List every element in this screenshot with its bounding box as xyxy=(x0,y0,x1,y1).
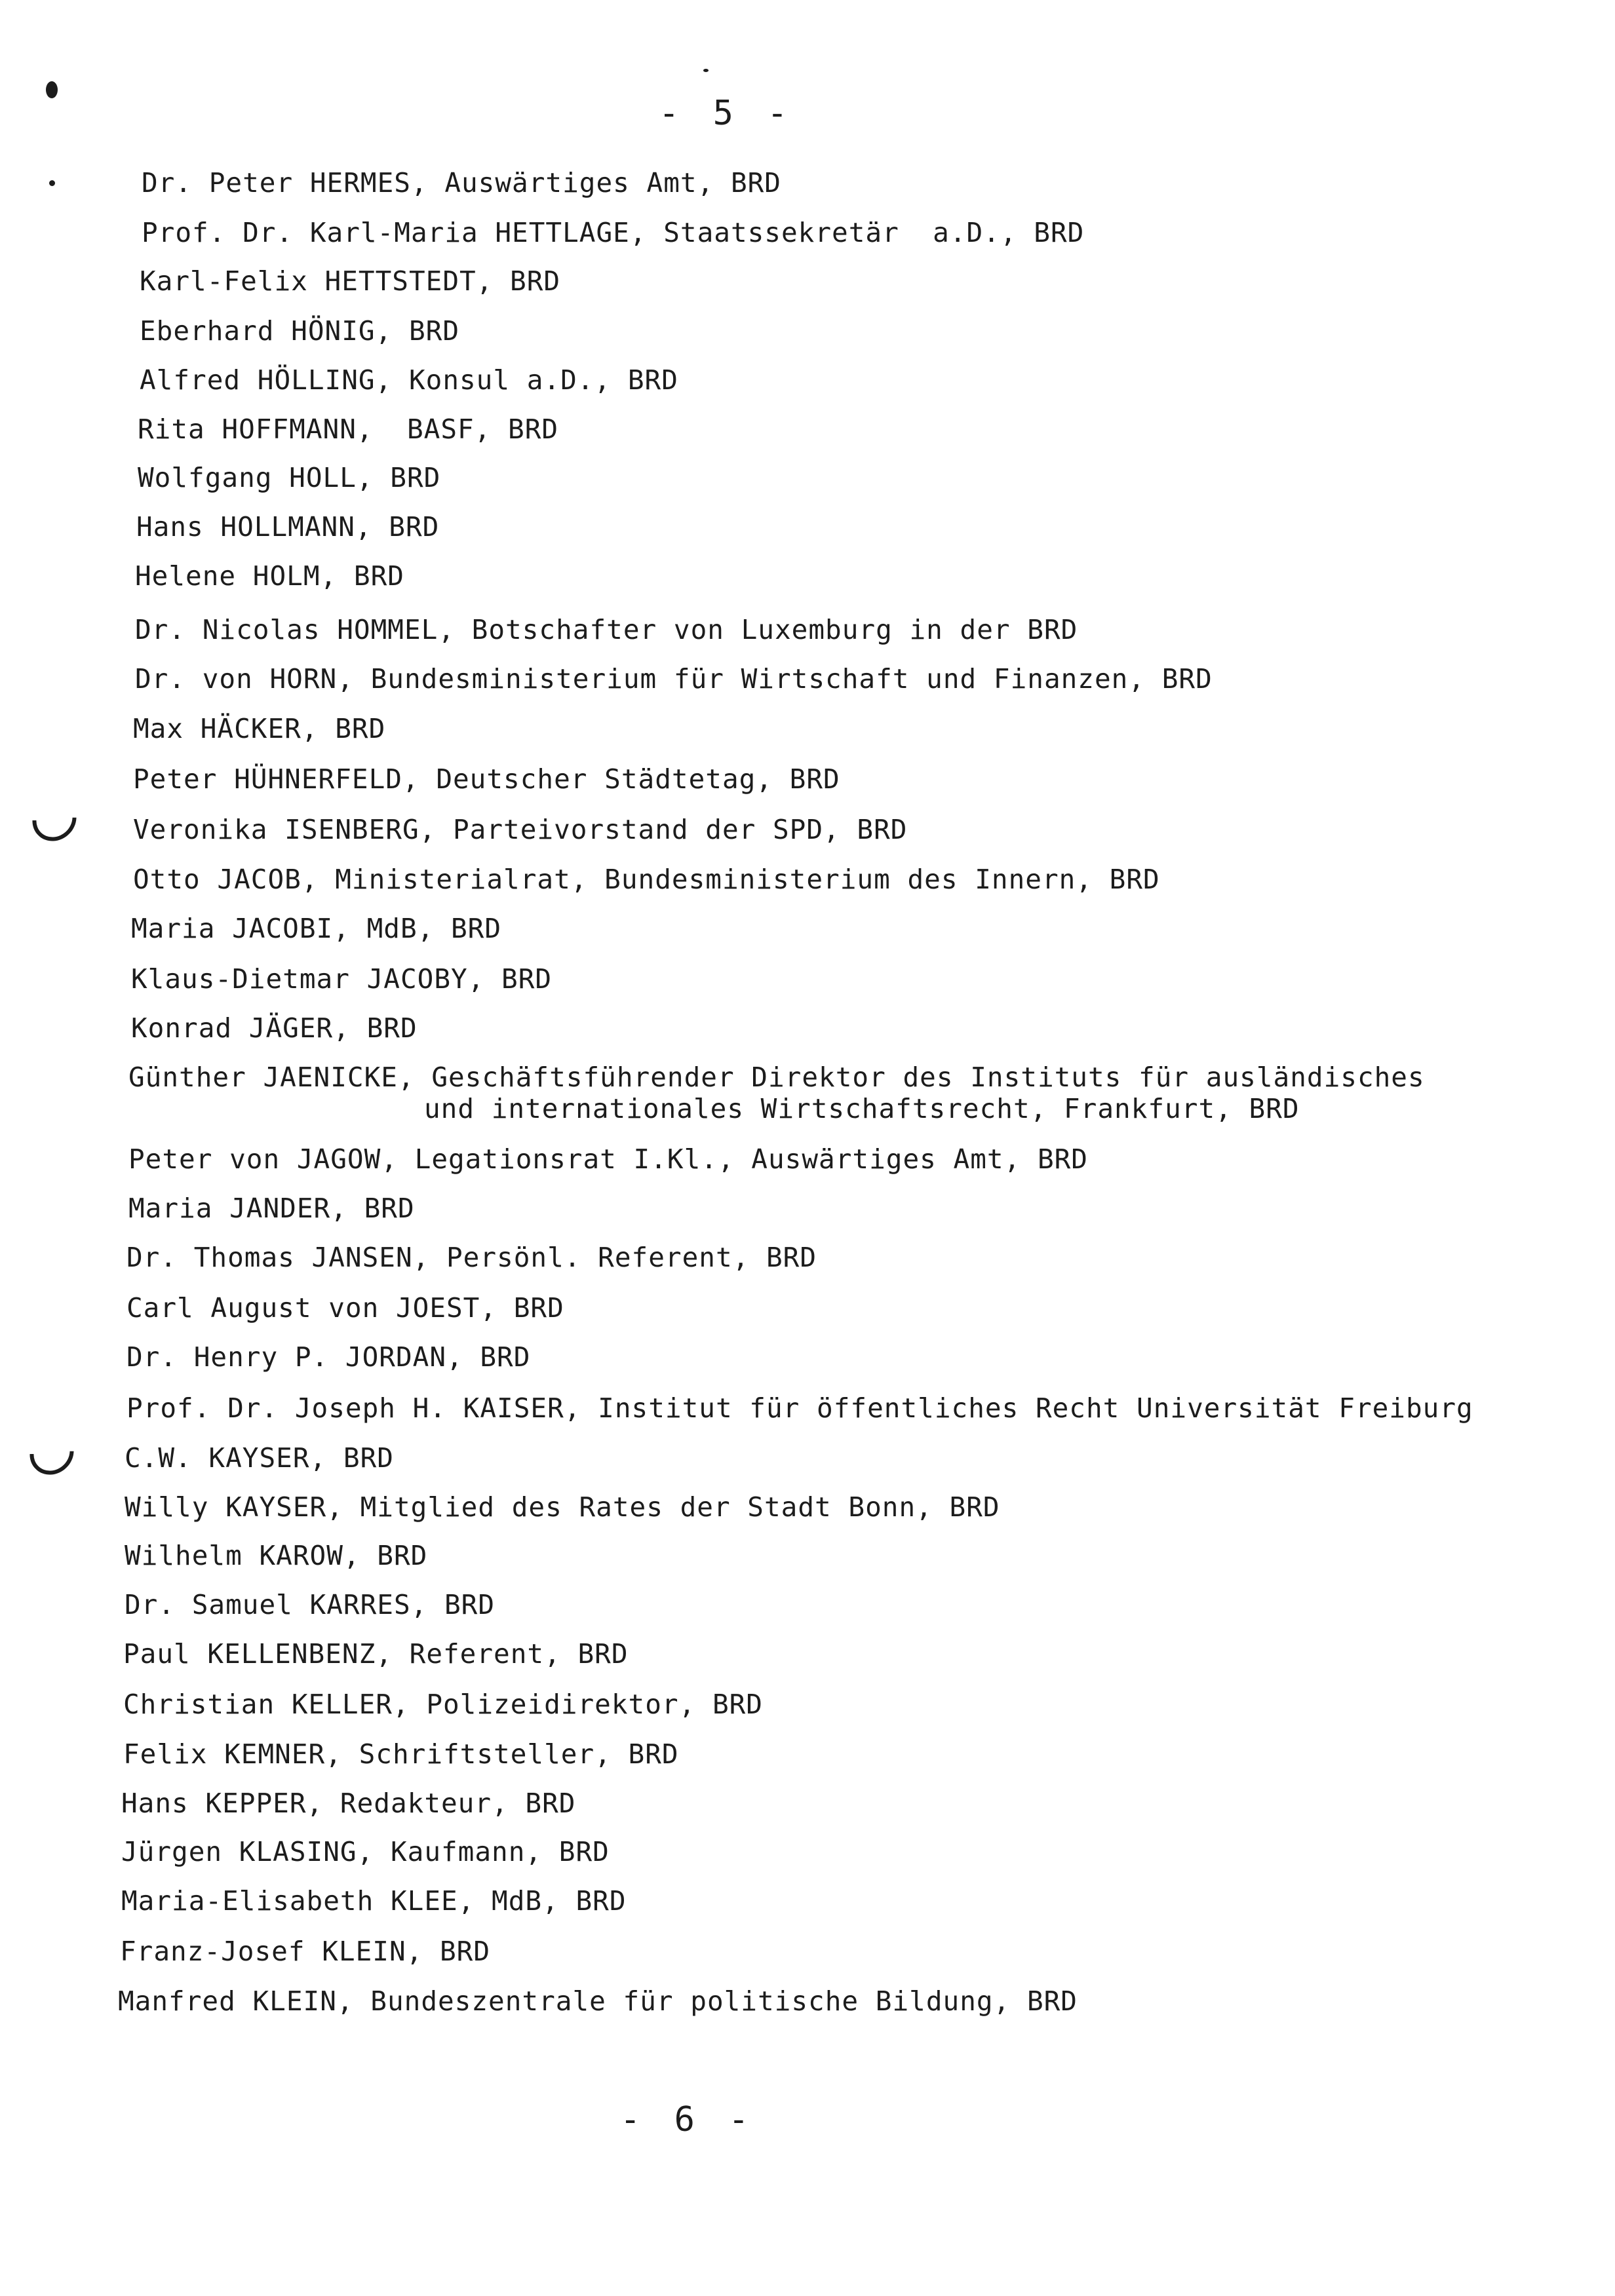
attendee-entry xyxy=(126,1242,817,1273)
attendee-entry xyxy=(131,913,501,944)
attendee-entry xyxy=(126,1392,1473,1424)
attendee-entry-text: Konrad JÄGER, BRD xyxy=(131,1012,418,1044)
attendee-entry xyxy=(121,1885,627,1917)
attendee-entry-text: Maria JACOBI, MdB, BRD xyxy=(131,913,502,944)
attendee-entry-text: Manfred KLEIN, Bundeszentrale für politische Bildung, BRD xyxy=(118,1985,1078,2017)
attendee-entry xyxy=(121,1836,610,1867)
attendee-entry xyxy=(128,1062,1425,1124)
attendee-entry-text: Franz-Josef KLEIN, BRD xyxy=(120,1936,491,1967)
attendee-entry-text: Klaus-Dietmar JACOBY, BRD xyxy=(131,963,553,995)
ink-speck xyxy=(46,81,58,98)
attendee-entry-text: Hans HOLLMANN, BRD xyxy=(136,511,440,543)
attendee-entry-text: Otto JACOB, Ministerialrat, Bundesministerium des Innern, BRD xyxy=(133,864,1160,895)
attendee-entry xyxy=(126,1341,530,1373)
attendee-entry-text: Dr. Samuel KARRES, BRD xyxy=(125,1589,496,1620)
attendee-entry-text: Dr. von HORN, Bundesministerium für Wirtschaft und Finanzen, BRD xyxy=(135,663,1213,695)
attendee-entry xyxy=(125,1442,394,1474)
attendee-entry xyxy=(135,614,1078,645)
attendee-entry-text: Christian KELLER, Polizeidirektor, BRD xyxy=(123,1689,763,1720)
attendee-entry-text: Prof. Dr. Karl-Maria HETTLAGE, Staatssekretär a.D., BRD xyxy=(142,217,1085,248)
attendee-entry xyxy=(133,864,1160,895)
attendee-entry xyxy=(123,1638,629,1670)
attendee-entry xyxy=(135,663,1213,695)
attendee-entry xyxy=(128,1193,415,1224)
attendee-entry xyxy=(126,1292,564,1324)
attendee-entry-text: C.W. KAYSER, BRD xyxy=(125,1442,394,1474)
attendee-entry-text: Maria JANDER, BRD xyxy=(128,1193,415,1224)
attendee-entry xyxy=(123,1689,763,1720)
attendee-entry-text: Dr. Peter HERMES, Auswärtiges Amt, BRD xyxy=(142,167,781,199)
ink-speck xyxy=(49,180,55,186)
attendee-entry xyxy=(133,713,385,744)
attendee-entry xyxy=(125,1540,427,1571)
footer-page-number: - 6 - xyxy=(620,2100,756,2139)
attendee-entry xyxy=(131,1012,418,1044)
attendee-entry-text: Karl-Felix HETTSTEDT, BRD xyxy=(140,265,561,297)
attendee-entry-text: Alfred HÖLLING, Konsul a.D., BRD xyxy=(140,364,678,396)
attendee-entry xyxy=(138,413,558,445)
attendee-entry-text: Carl August von JOEST, BRD xyxy=(126,1292,564,1324)
attendee-entry-text: Willy KAYSER, Mitglied des Rates der Stadt Bonn, BRD xyxy=(125,1491,1000,1523)
attendee-entry xyxy=(136,511,439,543)
attendee-entry xyxy=(140,315,459,347)
attendee-entry xyxy=(131,963,552,995)
attendee-entry xyxy=(140,265,560,297)
attendee-entry xyxy=(135,560,404,592)
attendee-entry-text: Dr. Nicolas HOMMEL, Botschafter von Luxemburg in der BRD xyxy=(135,614,1078,645)
attendee-entry xyxy=(123,1738,679,1770)
attendee-entry-text: Felix KEMNER, Schriftsteller, BRD xyxy=(123,1738,679,1770)
header-page-number: - 5 - xyxy=(659,94,794,133)
attendee-entry xyxy=(140,364,678,396)
attendee-entry-text: Eberhard HÖNIG, BRD xyxy=(140,315,459,347)
attendee-entry-text: Peter von JAGOW, Legationsrat I.Kl., Auswärtiges Amt, BRD xyxy=(128,1143,1088,1175)
attendee-entry-text: Dr. Thomas JANSEN, Persönl. Referent, BRD xyxy=(126,1242,817,1273)
attendee-entry xyxy=(121,1788,575,1819)
attendee-entry xyxy=(118,1985,1078,2017)
attendee-entry-text: Max HÄCKER, BRD xyxy=(133,713,386,744)
attendee-entry-text: Jürgen KLASING, Kaufmann, BRD xyxy=(121,1836,610,1867)
attendee-entry xyxy=(133,763,840,795)
attendee-entry xyxy=(128,1143,1088,1175)
attendee-entry-text: Prof. Dr. Joseph H. KAISER, Institut für öffentliches Recht Universität Freiburg xyxy=(126,1392,1473,1424)
attendee-entry-text: Wolfgang HOLL, BRD xyxy=(138,462,441,493)
attendee-entry xyxy=(125,1491,1000,1523)
attendee-entry-text: Peter HÜHNERFELD, Deutscher Städtetag, BRD xyxy=(133,763,840,795)
attendee-entry-continuation: und internationales Wirtschaftsrecht, Frankfurt, BRD xyxy=(424,1093,1300,1124)
attendee-entry-text: Maria-Elisabeth KLEE, MdB, BRD xyxy=(121,1885,627,1917)
attendee-entry xyxy=(142,167,781,199)
attendee-entry xyxy=(133,814,907,845)
ink-speck xyxy=(703,69,709,72)
attendee-entry xyxy=(120,1936,490,1967)
attendee-entry-text: Helene HOLM, BRD xyxy=(135,560,404,592)
attendee-entry-text: Wilhelm KAROW, BRD xyxy=(125,1540,428,1571)
attendee-entry-text: Hans KEPPER, Redakteur, BRD xyxy=(121,1788,576,1819)
attendee-entry-text: Dr. Henry P. JORDAN, BRD xyxy=(126,1341,531,1373)
attendee-entry-text: Günther JAENICKE, Geschäftsführender Direktor des Instituts für ausländisches xyxy=(128,1062,1425,1093)
attendee-entry xyxy=(142,217,1084,248)
attendee-entry-text: Rita HOFFMANN, BASF, BRD xyxy=(138,413,559,445)
attendee-entry xyxy=(138,462,440,493)
punch-hole-mark xyxy=(21,1422,83,1484)
attendee-entry xyxy=(125,1589,495,1620)
attendee-entry-text: Paul KELLENBENZ, Referent, BRD xyxy=(123,1638,629,1670)
attendee-entry-text: Veronika ISENBERG, Parteivorstand der SPD, BRD xyxy=(133,814,908,845)
punch-hole-mark xyxy=(24,788,86,851)
